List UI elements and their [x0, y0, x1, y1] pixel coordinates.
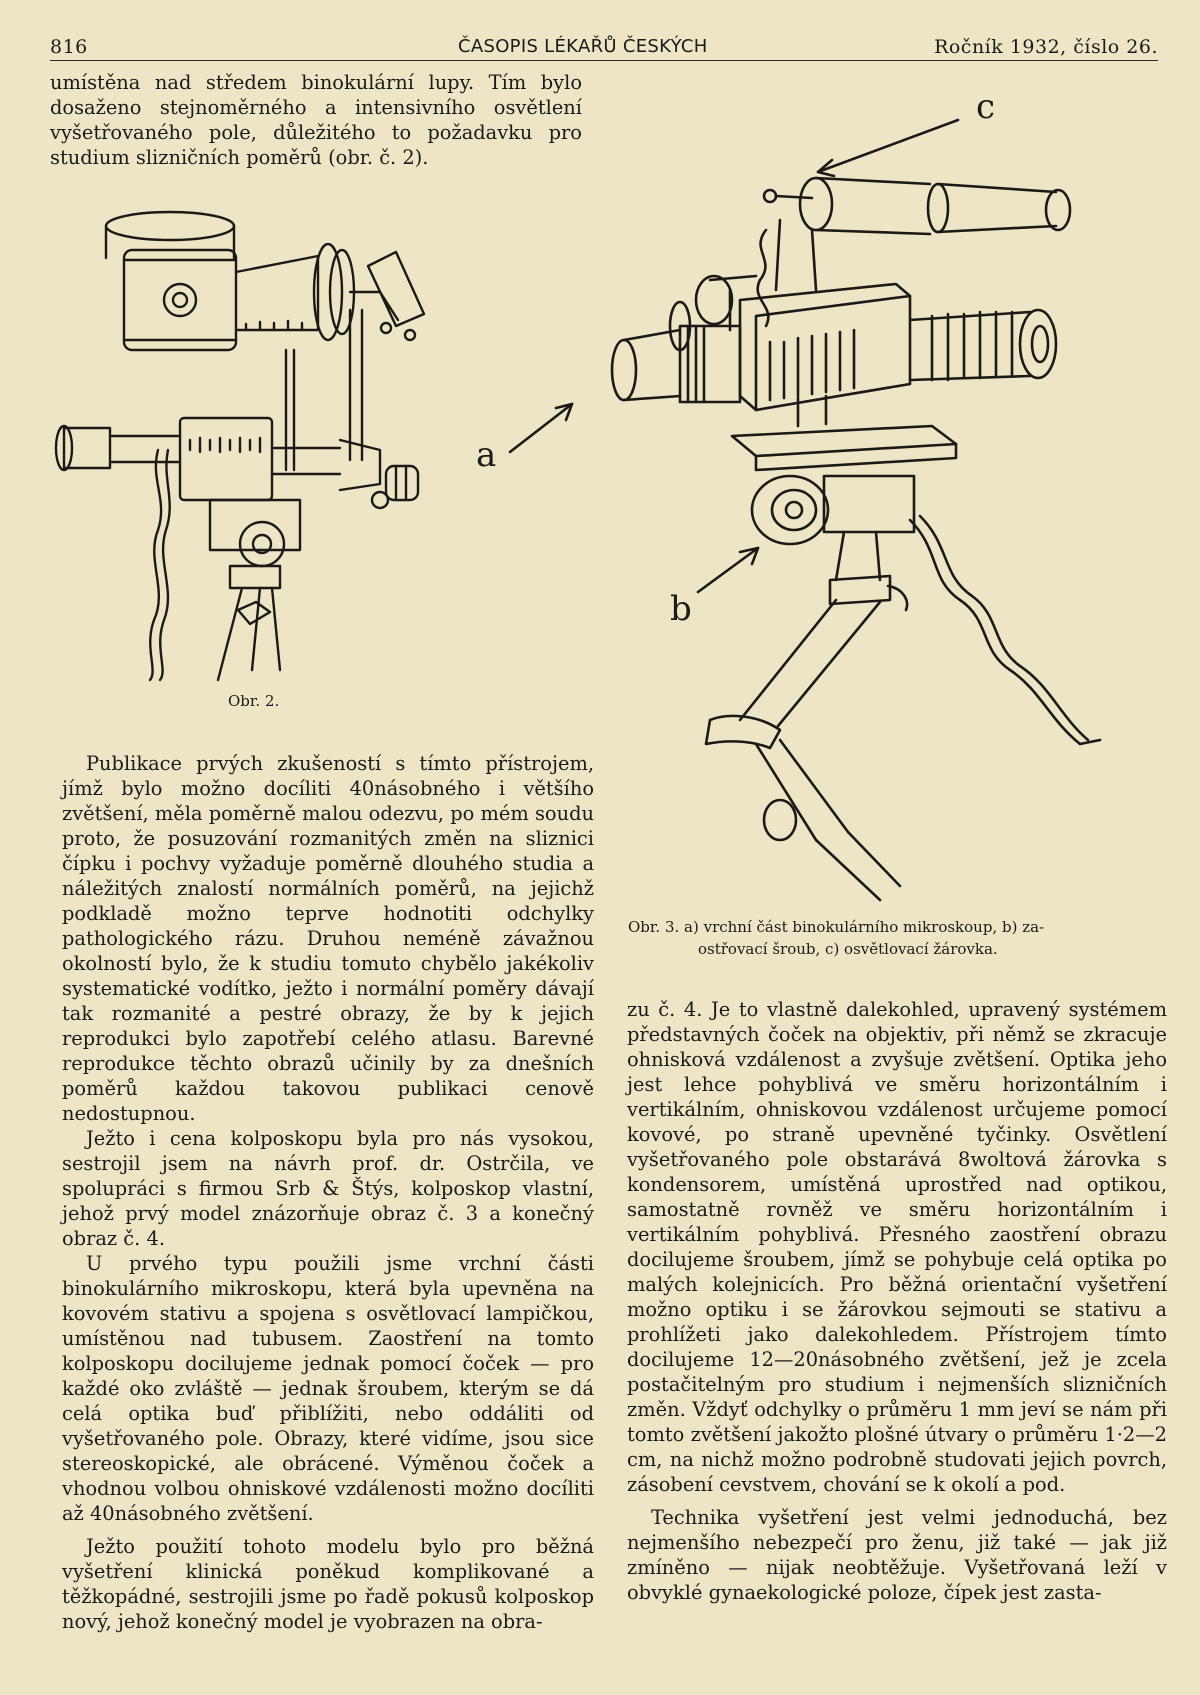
- left-column: [62, 751, 594, 1634]
- intro-paragraph: umístěna nad středem binokulární lupy. Tím bylo dosaženo stejnoměrného a intensivního osvětlení vyšetřovaného pole, důležitého to požadavku pro studium slizničních poměrů (obr. č. 2).: [50, 71, 582, 169]
- page-header: [50, 36, 1158, 60]
- figure-3-illustration: [476, 80, 1170, 900]
- figure-2-illustration: [50, 200, 460, 680]
- intro-text: [50, 70, 582, 170]
- label-a: a: [476, 435, 497, 475]
- paragraph: zu č. 4. Je to vlastně dalekohled, upravený systémem představných čoček na objektiv, při němž se zkracuje ohnisková vzdálenost a zvyšuje zvětšení. Optika jeho jest lehce pohyblivá ve směru horizontálním i vertikálním, ohniskovou vzdálenost určujeme pomocí kovové, po straně upevněné tyčinky. Osvětlení vyšetřovaného pole obstarává 8woltová žárovka s kondensorem, umístěná uprostřed nad optikou, samostatně rovněž ve směru horizontálním i vertikálním pohyblivá. Přesného zaostření obrazu docilujeme šroubem, jímž se pohybuje celá optika po malých kolejnicích. Pro běžná orientační vyšetření možno optiku i se žárovkou sejmouti se stativu a prohlížeti jako dalekohledem. Přístrojem tímto docilujeme 12—20násobného zvětšení, jež je zcela postačitelným pro studium i nejmenších slizničních změn. Vždyť odchylky o průměru 1 mm jeví se nám při tomto zvětšení jakožto plošné útvary o průměru 1·2—2 cm, na nichž možno podrobně studovati jejich povrch, zásobení cevstvem, chování se k okolí a pod.: [627, 998, 1167, 1496]
- paragraph: Ježto i cena kolposkopu byla pro nás vysokou, sestrojil jsem na návrh prof. dr. Ostrčila, ve spolupráci s firmou Srb & Štýs, kolposkop vlastní, jehož prvý model znázorňuje obraz č. 3 a konečný obraz č. 4.: [62, 1127, 594, 1250]
- figure-3-caption: [628, 916, 1168, 960]
- issue-info: Ročník 1932, číslo 26.: [934, 36, 1158, 58]
- figure-3-caption-line1: Obr. 3. a) vrchní část binokulárního mikroskoup, b) za-: [628, 918, 1045, 936]
- label-c: c: [976, 87, 996, 127]
- paragraph: U prvého typu použili jsme vrchní části binokulárního mikroskopu, která byla upevněna na kovovém stativu a spojena s osvětlovací lampičkou, umístěnou nad tubusem. Zaostření na tomto kolposkopu docilujeme jednak pomocí čoček — pro každé oko zvláště — jednak šroubem, kterým se dá celá optika buď přiblížiti, nebo oddáliti od vyšetřovaného pole. Obrazy, které vidíme, jsou sice stereoskopické, ale obrácené. Výměnou čoček a vhodnou volbou ohniskové vzdálenosti možno docíliti až 40násobného zvětšení.: [62, 1252, 594, 1525]
- header-rule: [50, 60, 1158, 61]
- journal-title: ČASOPIS LÉKAŘŮ ČESKÝCH: [458, 36, 708, 57]
- paragraph: Publikace prvých zkušeností s tímto přístrojem, jímž bylo možno docíliti 40násobného i většího zvětšení, měla poměrně malou odezvu, po mém soudu proto, že posuzování rozmanitých změn na sliznici čípku i pochvy vyžaduje poměrně dlouhého studia a náležitých znalostí normálních poměrů, na jejichž podkladě možno teprve hodnotiti odchylky pathologického rázu. Druhou neméně závažnou okolností bylo, že k studiu tomuto chybělo jakékoliv systematické vodítko, ježto i normální poměry dávají tak rozmanité a pestré obrazy, že by k jejich reprodukci bylo zapotřebí celého atlasu. Barevné reprodukce těchto obrazů učinily by za dnešních poměrů každou takovou publikaci cenově nedostupnou.: [62, 752, 594, 1125]
- paragraph: Ježto použití tohoto modelu bylo pro běžná vyšetření klinická poněkud komplikované a těžkopádné, sestrojili jsme po řadě pokusů kolposkop nový, jehož konečný model je vyobrazen na obra-: [62, 1535, 594, 1633]
- figure-3-caption-line2: ostřovací šroub, c) osvětlovací žárovka.: [698, 940, 998, 958]
- label-b: b: [670, 589, 692, 629]
- right-column: [627, 997, 1167, 1605]
- page-number: 816: [50, 36, 88, 58]
- figure-2-caption: Obr. 2.: [228, 692, 280, 710]
- paragraph: Technika vyšetření jest velmi jednoduchá, bez nejmenšího nebezpečí pro ženu, již také — jak již zmíněno — nijak neobtěžuje. Vyšetřovaná leží v obvyklé gynaekologické poloze, čípek jest zasta-: [627, 1506, 1167, 1604]
